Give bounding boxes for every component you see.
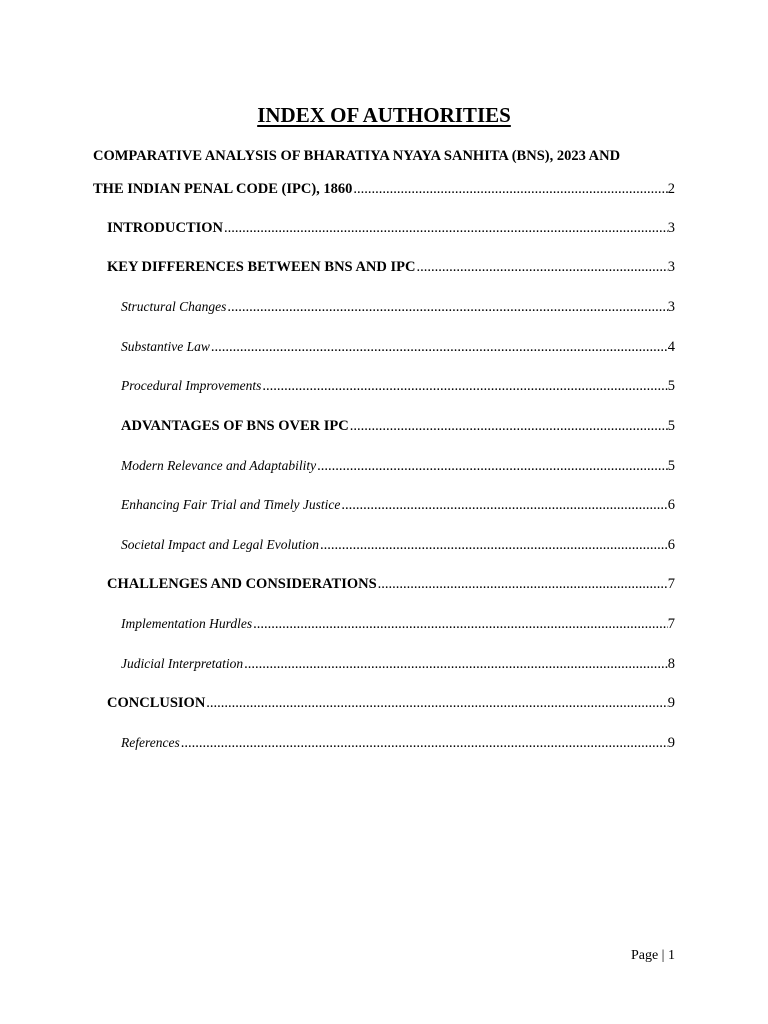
toc-page-number: 9 <box>667 735 675 751</box>
document-title: INDEX OF AUTHORITIES <box>257 103 511 127</box>
toc-entry-label: THE INDIAN PENAL CODE (IPC), 1860 <box>93 181 353 197</box>
toc-page-number: 3 <box>667 220 675 236</box>
toc-page-number: 5 <box>667 418 675 434</box>
toc-entry-label: Implementation Hurdles <box>121 616 253 631</box>
toc-page-number: 5 <box>667 378 675 394</box>
toc-page-number: 9 <box>667 695 675 711</box>
page-footer-number: Page | 1 <box>630 948 675 963</box>
toc-dot-leader <box>211 337 668 357</box>
toc-dot-leader <box>181 733 668 753</box>
toc-dot-leader <box>227 297 667 317</box>
toc-entry-label: Enhancing Fair Trial and Timely Justice <box>121 497 341 512</box>
toc-dot-leader <box>353 179 667 199</box>
toc-entry-challenges[interactable] <box>107 574 675 594</box>
toc-page-number: 3 <box>667 259 675 275</box>
toc-entry-substantive-law[interactable] <box>121 337 675 357</box>
toc-page-number: 6 <box>667 497 675 513</box>
toc-entry-main[interactable] <box>93 179 675 199</box>
toc-entry-label: Substantive Law <box>121 339 210 354</box>
toc-entry-societal-impact[interactable] <box>121 535 675 555</box>
toc-entry-key-differences[interactable] <box>107 257 675 277</box>
toc-dot-leader <box>262 376 667 396</box>
toc-dot-leader <box>253 614 668 634</box>
toc-page-number: 3 <box>667 299 675 315</box>
toc-dot-leader <box>224 218 668 238</box>
toc-entry-label: References <box>121 735 180 750</box>
toc-page-number: 7 <box>667 616 675 632</box>
toc-dot-leader <box>244 654 668 674</box>
toc-entry-label: Modern Relevance and Adaptability <box>121 458 317 473</box>
toc-entry-procedural-improvements[interactable] <box>121 376 675 396</box>
toc-page-number: 8 <box>667 656 675 672</box>
toc-page-number: 5 <box>667 458 675 474</box>
toc-dot-leader <box>317 456 668 476</box>
toc-entry-conclusion[interactable] <box>107 693 675 713</box>
toc-entry-advantages[interactable] <box>121 416 675 436</box>
toc-page-number: 4 <box>667 339 675 355</box>
toc-entry-modern-relevance[interactable] <box>121 456 675 476</box>
toc-dot-leader <box>350 416 668 436</box>
toc-entry-label: Procedural Improvements <box>121 378 262 393</box>
toc-entry-label: Societal Impact and Legal Evolution <box>121 537 319 552</box>
toc-dot-leader <box>416 257 667 277</box>
toc-entry-label: CONCLUSION <box>107 695 206 711</box>
toc-entry-structural-changes[interactable] <box>121 297 675 317</box>
toc-entry-implementation-hurdles[interactable] <box>121 614 675 634</box>
toc-entry-label: CHALLENGES AND CONSIDERATIONS <box>107 576 377 592</box>
toc-entry-label: Judicial Interpretation <box>121 656 244 671</box>
toc-dot-leader <box>341 495 667 515</box>
toc-page-number: 7 <box>667 576 675 592</box>
toc-entry-judicial-interpretation[interactable] <box>121 654 675 674</box>
toc-entry-introduction[interactable] <box>107 218 675 238</box>
toc-entry-label: ADVANTAGES OF BNS OVER IPC <box>121 418 349 434</box>
toc-entry-label: KEY DIFFERENCES BETWEEN BNS AND IPC <box>107 259 416 275</box>
toc-entry-label: INTRODUCTION <box>107 220 224 236</box>
toc-dot-leader <box>320 535 668 555</box>
toc-page-number: 2 <box>667 181 675 197</box>
toc-dot-leader <box>378 574 668 594</box>
toc-main-heading-line1: COMPARATIVE ANALYSIS OF BHARATIYA NYAYA SANHITA (BNS), 2023 AND <box>93 148 621 164</box>
toc-page-number: 6 <box>667 537 675 553</box>
toc-entry-label: Structural Changes <box>121 299 227 314</box>
toc-entry-fair-trial[interactable] <box>121 495 675 515</box>
toc-dot-leader <box>206 693 667 713</box>
toc-entry-references[interactable] <box>121 733 675 753</box>
